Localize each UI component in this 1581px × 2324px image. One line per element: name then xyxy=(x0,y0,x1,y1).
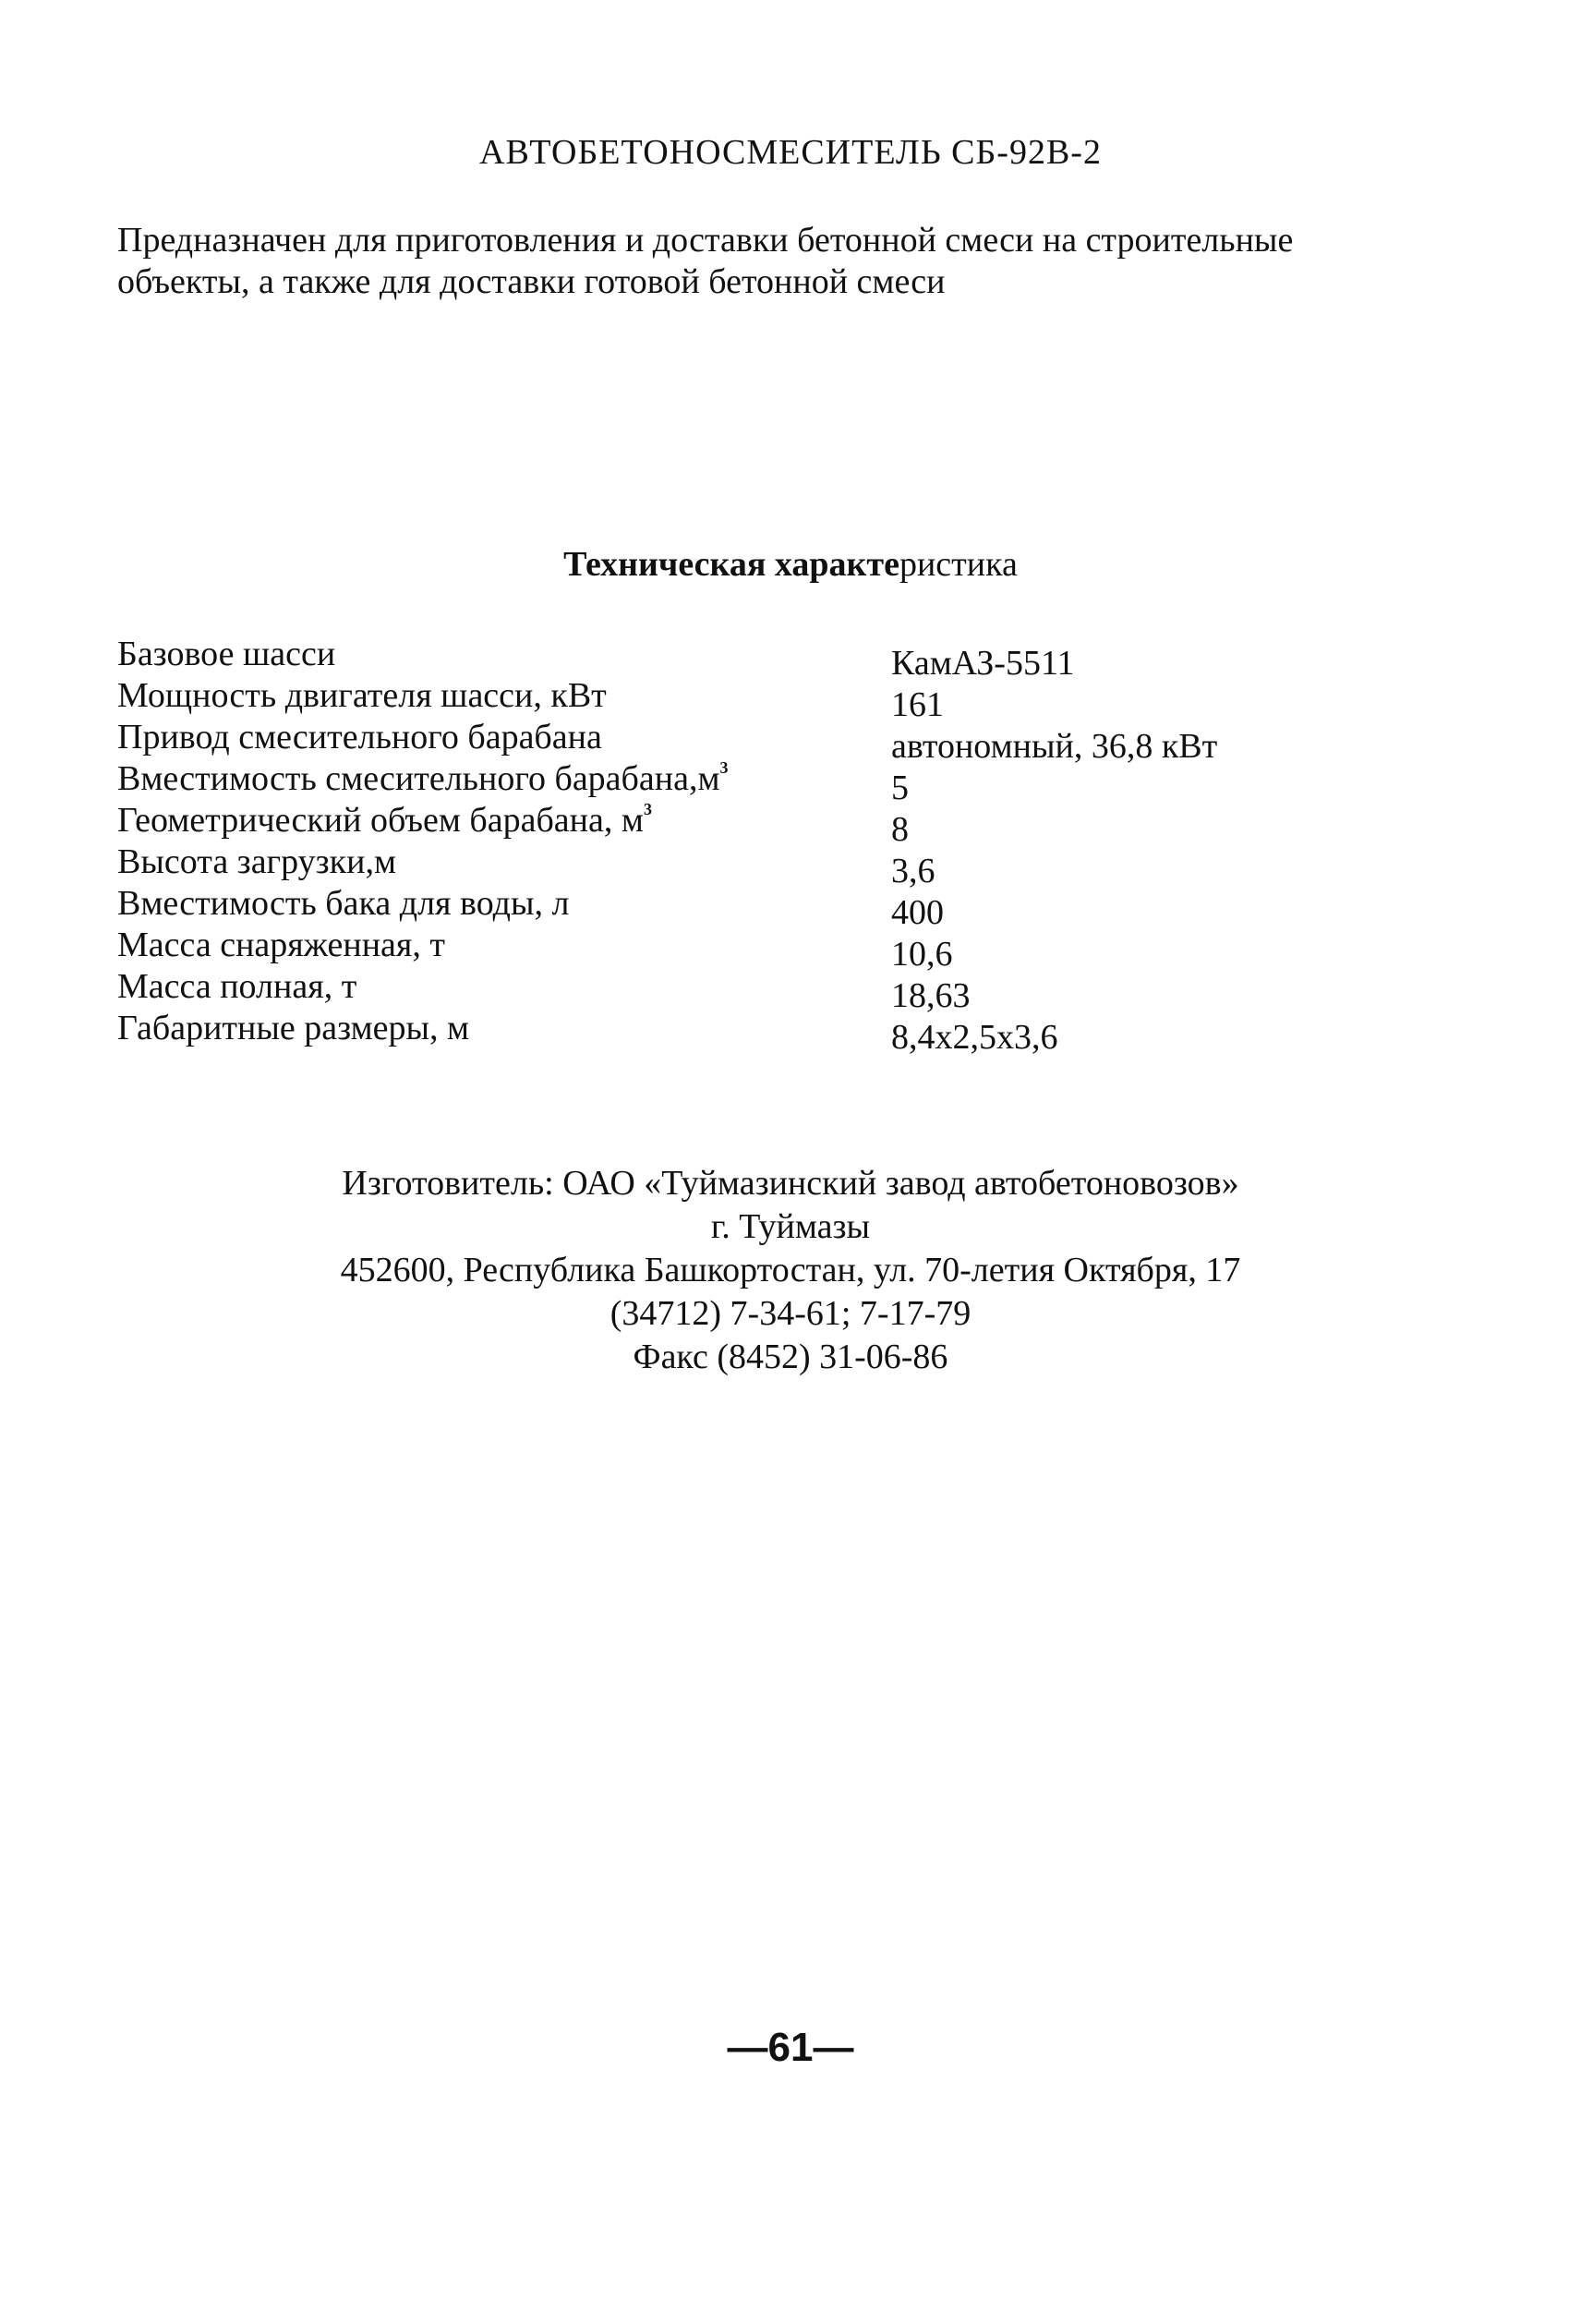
spec-row xyxy=(0,883,1581,932)
section-title-bold: Техническая характе xyxy=(563,545,899,584)
spec-value: 400 xyxy=(891,893,944,932)
manufacturer-line: Факс (8452) 31-06-86 xyxy=(633,1338,948,1376)
spec-value: автономный, 36,8 кВт xyxy=(891,727,1218,766)
intro-line: Предназначен для приготовления и доставки бетонной смеси на строительные xyxy=(117,221,1294,260)
spec-value: 5 xyxy=(891,769,909,807)
spec-row xyxy=(0,758,1581,807)
spec-label: Вместимость смесительного $барабана,м^3$ xyxy=(117,758,729,798)
spec-row xyxy=(0,675,1581,724)
intro-line: объекты, а также для доставки готовой бетонной смеси xyxy=(117,262,946,301)
section-title-rest: ристика xyxy=(899,545,1018,584)
section-title xyxy=(0,544,1581,585)
spec-label: Геометрический объем барабана, $м^3$ xyxy=(117,800,652,840)
spec-label: Габаритные размеры, м xyxy=(117,1009,470,1047)
spec-value: 18,63 xyxy=(891,976,971,1015)
spec-row xyxy=(0,925,1581,974)
spec-label: Высота загрузки,м xyxy=(117,842,396,881)
spec-label: Привод смесительного барабана xyxy=(117,718,602,757)
intro-paragraph xyxy=(117,220,1447,303)
spec-value: 8 xyxy=(891,810,909,849)
spec-row xyxy=(0,841,1581,890)
spec-label: Масса полная, т xyxy=(117,967,357,1006)
spec-value: 8,4x2,5x3,6 xyxy=(891,1018,1058,1057)
spec-row xyxy=(0,717,1581,766)
document-title: АВТОБЕТОНОСМЕСИТЕЛЬ СБ-92В-2 xyxy=(479,133,1102,172)
spec-value: 10,6 xyxy=(891,935,953,974)
manufacturer-line: 452600, Республика Башкортостан, ул. 70-летия Октября, 17 xyxy=(340,1251,1241,1289)
spec-row xyxy=(0,1008,1581,1057)
manufacturer-line: г. Туймазы xyxy=(710,1207,871,1246)
spec-value: 3,6 xyxy=(891,852,935,890)
spec-row xyxy=(0,966,1581,1015)
spec-label: Базовое шасси xyxy=(117,635,336,673)
spec-value: КамАЗ-5511 xyxy=(891,644,1075,683)
page-number: —61— xyxy=(727,2025,854,2070)
spec-row xyxy=(0,800,1581,849)
spec-label: Мощность двигателя шасси, кВт xyxy=(117,676,607,715)
spec-value: 161 xyxy=(891,685,944,724)
spec-label: Вместимость бака для воды, л xyxy=(117,884,570,923)
manufacturer-block xyxy=(0,1162,1581,1379)
manufacturer-line: Изготовитель: ОАО «Туймазинский завод автобетоновозов» xyxy=(342,1164,1239,1203)
spec-row xyxy=(0,634,1581,683)
spec-label: Масса снаряженная, т xyxy=(117,926,446,964)
manufacturer-line: (34712) 7-34-61; 7-17-79 xyxy=(609,1294,972,1333)
